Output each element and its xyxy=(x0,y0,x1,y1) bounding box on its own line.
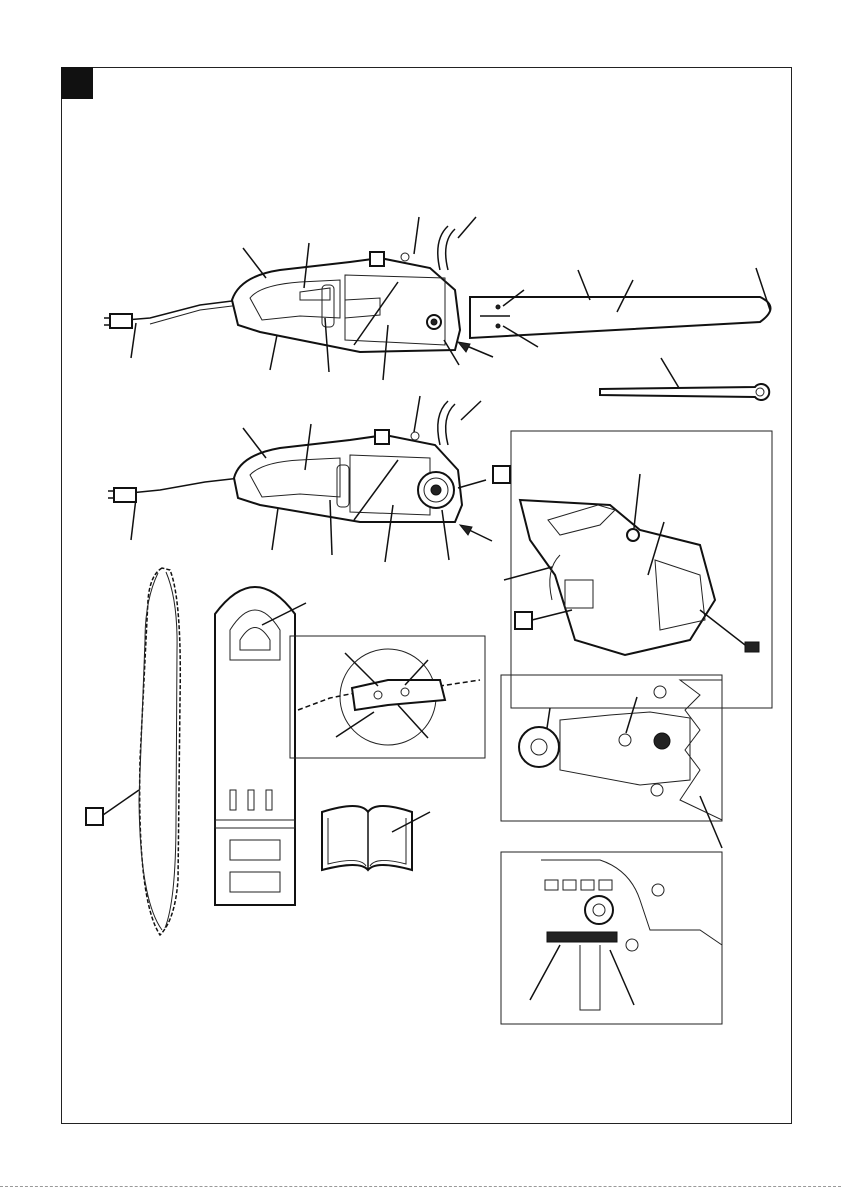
callout-bar-mount xyxy=(501,675,722,848)
chainsaw-middle-illustration xyxy=(108,396,492,562)
oil-cap-top xyxy=(370,252,384,266)
callout-label-box-c xyxy=(86,808,103,825)
page-trim-line xyxy=(0,1186,841,1187)
saw-chain-illustration xyxy=(86,568,180,935)
manual-book xyxy=(322,806,412,870)
callout-side-view xyxy=(493,431,772,708)
scabbard xyxy=(215,587,295,905)
chainsaw-top-illustration xyxy=(104,217,493,380)
clutch-drum xyxy=(519,727,559,767)
power-plug-top xyxy=(110,314,132,328)
spanner-tool xyxy=(600,384,769,400)
callout-label-box-a xyxy=(493,466,510,483)
wrench-tool-illustration xyxy=(600,358,769,400)
manual-book-illustration xyxy=(322,806,430,870)
chain-detail-illustration xyxy=(290,636,485,758)
guide-bar xyxy=(470,297,771,338)
bar-scabbard-illustration xyxy=(215,587,306,905)
guide-bar-illustration xyxy=(470,268,771,347)
chainsaw-rear-view xyxy=(520,500,715,655)
callout-oil-pump xyxy=(501,852,722,1024)
chainsaw-body-top xyxy=(232,258,460,352)
callout-label-box-b xyxy=(515,612,532,629)
